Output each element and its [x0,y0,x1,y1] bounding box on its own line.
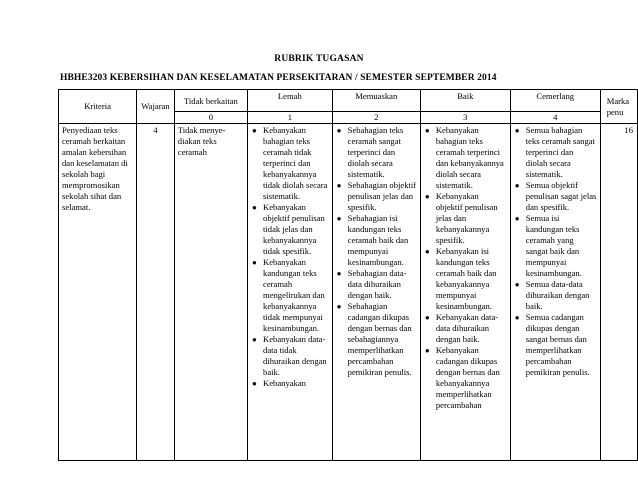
bullet-item [252,202,329,257]
bullet-icon: ● [424,192,430,201]
bullet-icon: ● [336,302,342,311]
bullet-text: Semua isi kandungan teks ceramah yang sangat baik dan mempunyai kesinambungan. [525,213,582,278]
header-score-2: 2 [332,112,420,124]
bullet-item [336,213,417,268]
full-mark-cell [600,124,637,461]
header-level-2: Memuaskan [332,90,420,112]
level-1-list [251,125,329,389]
bullet-item [252,257,329,334]
bullet-icon: ● [514,313,520,322]
bullet-text: Kebanyakan data-data tidak dihuraikan dengan baik. [263,334,327,377]
header-score-3: 3 [420,112,510,124]
bullet-text: Kebanyakan objektif penulisan jelas dan kebanyakannya spesifik. [435,191,498,245]
header-score-1: 1 [248,112,333,124]
bullet-text: Kebanyakan kandungan teks ceramah mengelirukan dan kebanyakannya tidak mempunyai kesinambungan. [263,257,325,333]
header-row-levels [59,90,638,112]
level-4-list [514,125,597,378]
level-1-cell [248,124,333,461]
bullet-icon: ● [336,269,342,278]
bullet-icon: ● [252,258,257,267]
table-row [59,124,638,461]
level-2-cell [332,124,420,461]
bullet-icon: ● [336,126,342,135]
bullet-item [514,180,597,213]
level-3-cell [420,124,510,461]
bullet-item [514,312,597,378]
level-0-cell [174,124,247,461]
bullet-item [514,213,597,279]
bullet-icon: ● [514,181,520,190]
header-kriteria: Kriteria [59,90,137,124]
bullet-text: Kebanyakan cadangan dikupas dengan bernas dan kebanyakannya memperlihatkan percambahan [435,345,500,410]
level-0-text: Tidak menye- diakan teks ceramah [177,125,226,157]
bullet-item [424,312,507,345]
header-score-0: 0 [174,112,247,124]
bullet-item [424,246,507,312]
bullet-icon: ● [424,313,430,322]
bullet-item [336,125,417,180]
header-score-4: 4 [510,112,600,124]
bullet-icon: ● [424,247,430,256]
bullet-text: Kebanyakan bahagian teks ceramah terperinci dan kebanyakannya diolah secara sistematik. [435,125,504,190]
level-3-list [424,125,507,411]
bullet-text: Kebanyakan objektif penulisan tidak jelas dan kebanyakannya tidak spesifik. [263,202,325,256]
level-4-cell [510,124,600,461]
page-title: RUBRIK TUGASAN [274,54,364,64]
bullet-icon: ● [252,379,257,388]
header-level-3: Baik [420,90,510,112]
bullet-text: Sebahagian isi kandungan teks ceramah baik dan mempunyai kesinambungan. [347,213,409,267]
bullet-text: Sebahagian data-data dihuraikan dengan baik. [347,268,407,300]
criteria-text: Penyediaan teks ceramah berkaitan amalan kebersihan dan keselamatan di sekolah bagi mempromosikan sekolah sihat dan selamat. [62,125,128,212]
bullet-text: Sebahagian cadangan dikupas dengan bernas dan sebahagiannya memperlihatkan percambahan pemikiran penulis. [347,301,412,377]
bullet-icon: ● [424,346,430,355]
bullet-item [424,125,507,191]
bullet-icon: ● [514,214,520,223]
bullet-item [336,268,417,301]
bullet-item [336,301,417,378]
bullet-icon: ● [336,181,342,190]
bullet-text: Kebanyakan [263,378,306,388]
bullet-item [514,279,597,312]
bullet-item [252,378,329,389]
header-markah: Marka penu [600,90,637,124]
bullet-icon: ● [424,126,430,135]
bullet-item [336,180,417,213]
rubric-table [58,89,638,461]
bullet-icon: ● [336,214,342,223]
bullet-text: Semua data-data dihuraikan dengan baik. [525,279,590,311]
bullet-text: Semua cadangan dikupas dengan sangat bernas dan memperlihatkan percambahan pemikiran penulis. [525,312,590,377]
bullet-item [424,345,507,411]
bullet-icon: ● [514,280,520,289]
weight-value: 4 [153,125,158,135]
header-level-4: Cemerlang [510,90,600,112]
full-mark-value: 16 [624,125,633,135]
criteria-cell [59,124,137,461]
bullet-text: Sebahagian teks ceramah sangat terperinci dan diolah secara sistematik. [347,125,404,179]
bullet-item [424,191,507,246]
header-level-0: Tidak berkaitan [174,90,247,112]
bullet-item [252,125,329,202]
bullet-text: Kebanyakan data-data dihuraikan dengan baik. [435,312,499,344]
header-wajaran: Wajaran [137,90,175,124]
bullet-item [252,334,329,378]
bullet-text: Semua bahagian teks ceramah sangat terperinci dan diolah secara sistematik. [525,125,595,179]
bullet-icon: ● [514,126,520,135]
header-level-1: Lemah [248,90,333,112]
weight-cell [137,124,175,461]
bullet-item [514,125,597,180]
bullet-icon: ● [252,203,257,212]
bullet-icon: ● [252,126,257,135]
bullet-text: Kebanyakan bahagian teks ceramah tidak terperinci dan kebanyakannya tidak diolah secara sistematik. [263,125,328,201]
bullet-text: Semua objektif penulisan sagat jelas dan spesifik. [525,180,597,212]
document-subtitle: HBHE3203 KEBERSIHAN DAN KESELAMATAN PERSEKITARAN / SEMESTER SEPTEMBER 2014 [60,73,497,83]
level-2-list [336,125,417,378]
bullet-text: Sebahagian objektif penulisan jelas dan spesifik. [347,180,417,212]
bullet-text: Kebanyakan isi kandungan teks ceramah baik dan kebanyakannya mempunyai kesinambungan. [435,246,497,311]
bullet-icon: ● [252,335,257,344]
